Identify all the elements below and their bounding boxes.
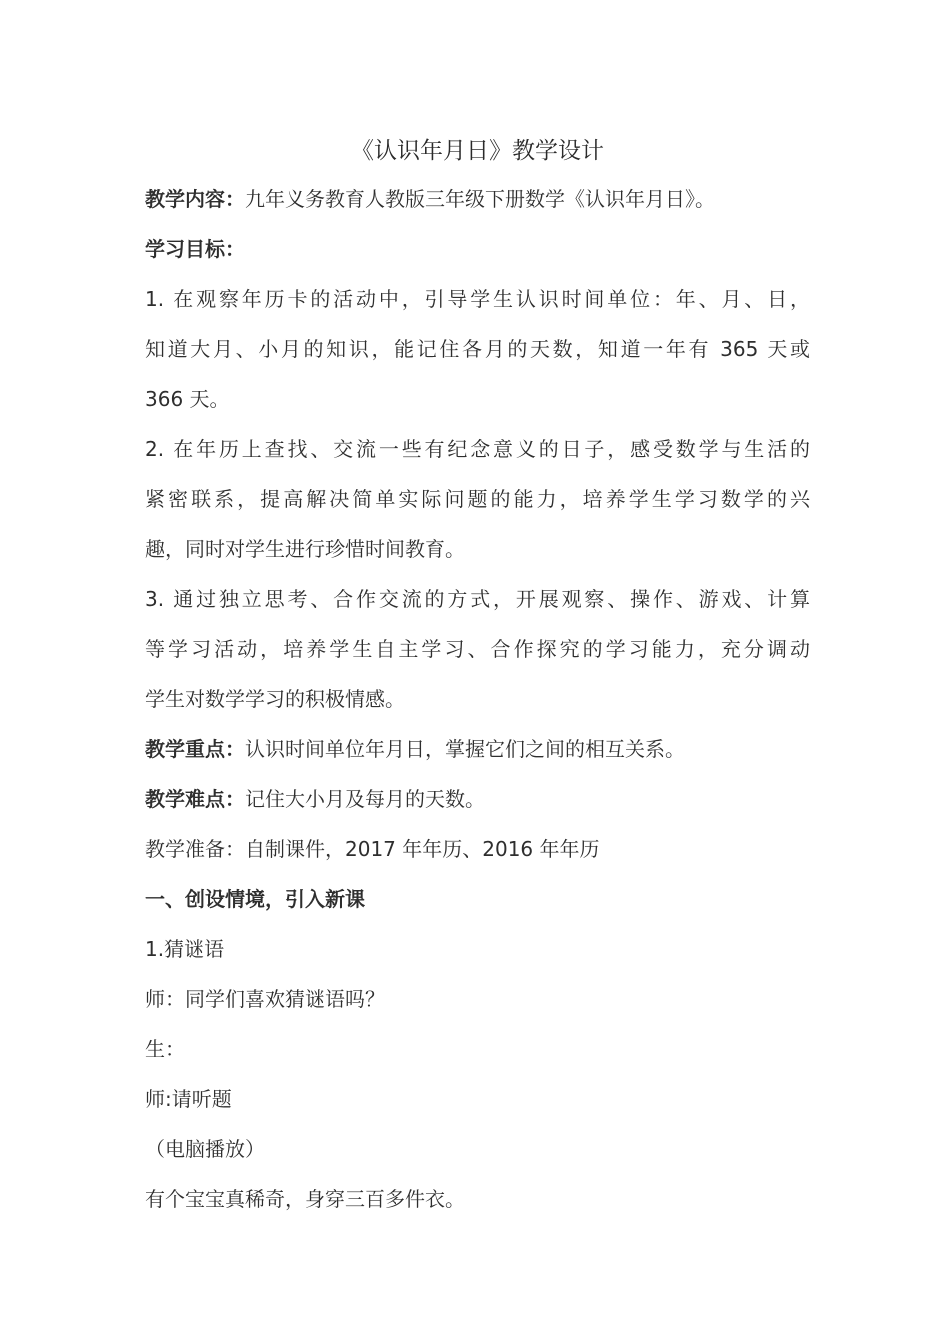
objective-2-line-3: 趣，同时对学生进行珍惜时间教育。: [145, 537, 465, 561]
objective-1-line-2: 知道大月、小月的知识，能记住各月的天数，知道一年有 365 天或: [145, 337, 810, 361]
key-point-text: 认识时间单位年月日，掌握它们之间的相互关系。: [245, 737, 685, 761]
dialog-line: 师：同学们喜欢猜谜语吗？: [145, 987, 385, 1011]
key-point: [145, 724, 810, 774]
teaching-content-text: 九年义务教育人教版三年级下册数学《认识年月日》。: [245, 187, 715, 211]
dialog-line: 有个宝宝真稀奇，身穿三百多件衣。: [145, 1187, 465, 1211]
step-1: 1.猜谜语: [145, 937, 225, 961]
objective-3-line-1: 3. 通过独立思考、合作交流的方式，开展观察、操作、游戏、计算: [145, 587, 810, 611]
objective-2-line-2: 紧密联系，提高解决简单实际问题的能力，培养学生学习数学的兴: [145, 487, 810, 511]
objective-2-line-1: 2. 在年历上查找、交流一些有纪念意义的日子，感受数学与生活的: [145, 437, 810, 461]
objective-1-line-1: 1. 在观察年历卡的活动中，引导学生认识时间单位：年、月、日，: [145, 287, 810, 311]
difficulty: [145, 774, 810, 824]
objective-3-line-2: 等学习活动，培养学生自主学习、合作探究的学习能力，充分调动: [145, 637, 810, 661]
dialog-line: 师:请听题: [145, 1087, 232, 1111]
objective-2: [145, 424, 810, 574]
objective-1-line-3: 366 天。: [145, 387, 230, 411]
preparation: 教学准备：自制课件，2017 年年历、2016 年年历: [145, 837, 600, 861]
dialog-line: （电脑播放）: [145, 1137, 265, 1161]
section-1-heading: 一、创设情境，引入新课: [145, 887, 365, 911]
document-title: 《认识年月日》教学设计: [351, 138, 604, 164]
difficulty-text: 记住大小月及每月的天数。: [245, 787, 485, 811]
difficulty-label: 教学难点：: [145, 787, 245, 811]
document-page: [145, 128, 810, 1224]
teaching-content-label: 教学内容：: [145, 187, 245, 211]
objectives-label: 学习目标：: [145, 237, 245, 261]
teaching-content: [145, 174, 810, 224]
objective-3-line-3: 学生对数学学习的积极情感。: [145, 687, 405, 711]
objective-1: [145, 274, 810, 424]
dialog-line: 生：: [145, 1037, 185, 1061]
key-point-label: 教学重点：: [145, 737, 245, 761]
objective-3: [145, 574, 810, 724]
